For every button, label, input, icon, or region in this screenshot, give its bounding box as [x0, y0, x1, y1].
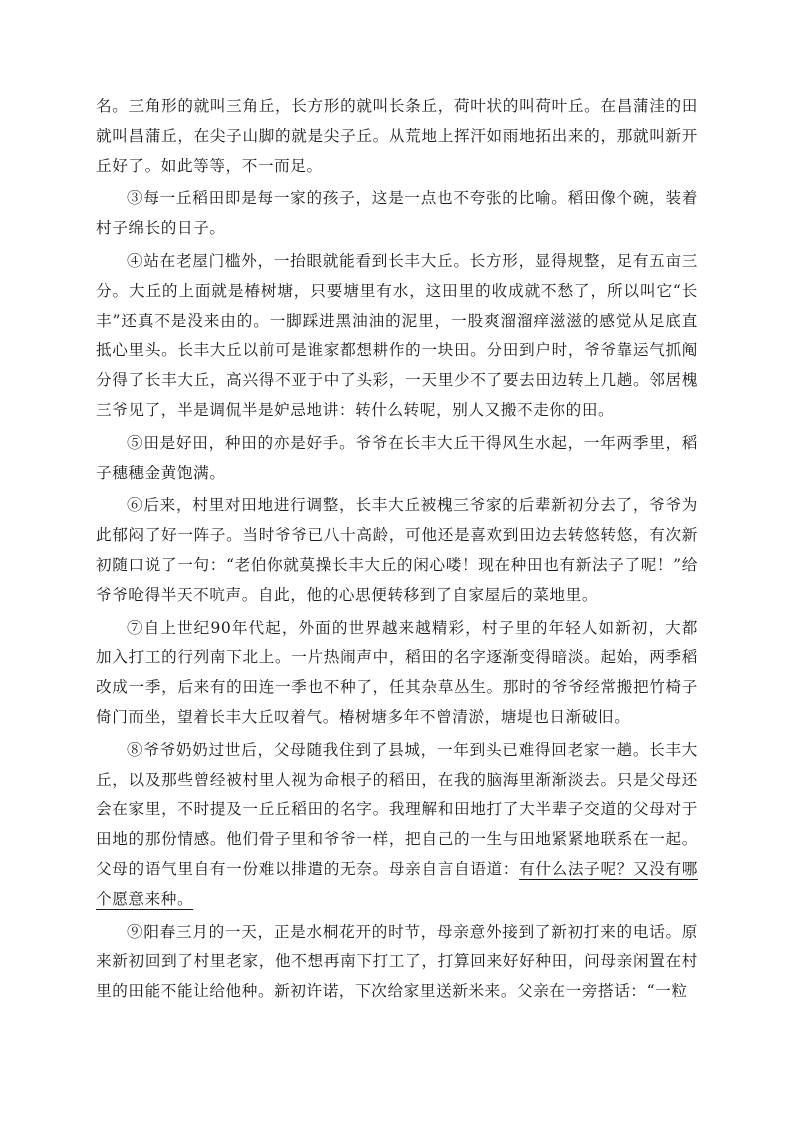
underlined-quote: 有什么法子呢？又没有哪个愿意来种。: [96, 859, 698, 908]
paragraph-7: ⑦自上世纪90年代起，外面的世界越来越精彩，村子里的年轻人如新初，大都加入打工的行列南下北上。一片热闹声中，稻田的名字逐渐变得暗淡。起始，两季稻改成一季，后来有的田连一季也不种了，任其杂草丛生。那时的爷爷经常搬把竹椅子倚门而坐，望着长丰大丘叹着气。椿树塘多年不曾清淤，塘堤也日渐破旧。: [96, 618, 698, 726]
paragraph-5: ⑤田是好田，种田的亦是好手。爷爷在长丰大丘干得风生水起，一年两季里，稻子穗穗金黄饱满。: [96, 433, 698, 482]
paragraph-1-continued: 名。三角形的就叫三角丘，长方形的就叫长条丘，荷叶状的叫荷叶丘。在昌蒲洼的田就叫昌蒲丘，在尖子山脚的就是尖子丘。从荒地上挥汗如雨地拓出来的，那就叫新开丘好了。如此等等，不一而足。: [96, 97, 698, 175]
paragraph-8: [96, 736, 698, 915]
paragraph-6: ⑥后来，村里对田地进行调整，长丰大丘被槐三爷家的后辈新初分去了，爷爷为此郁闷了好一阵子。当时爷爷已八十高龄，可他还是喜欢到田边去转悠转悠，有次新初随口说了一句：“老伯你就莫操长丰大丘的闲心喽！现在种田也有新法子了呢！”给爷爷呛得半天不吭声。自此，他的心思便转移到了自家屋后的菜地里。: [96, 496, 698, 604]
paragraph-4: ④站在老屋门槛外，一抬眼就能看到长丰大丘。长方形，显得规整，足有五亩三分。大丘的上面就是椿树塘，只要塘里有水，这田里的收成就不愁了，所以叫它“长丰”还真不是没来由的。一脚踩进黑油油的泥里，一股爽溜溜痒滋滋的感觉从足底直抵心里头。长丰大丘以前可是谁家都想耕作的一块田。分田到户时，爷爷靠运气抓阄分得了长丰大丘，高兴得不亚于中了头彩，一天里少不了要去田边转上几趟。邻居槐三爷见了，半是调侃半是妒忌地讲：转什么转呢，别人又搬不走你的田。: [96, 251, 698, 419]
paragraph-9: ⑨阳春三月的一天，正是水桐花开的时节，母亲意外接到了新初打来的电话。原来新初回到了村里老家，他不想再南下打工了，打算回来好好种田，问母亲闲置在村里的田能不能让给他种。新初许诺，下次给家里送新米来。父亲在一旁搭话：“一粒: [96, 922, 698, 1001]
paragraph-3: ③每一丘稻田即是每一家的孩子，这是一点也不夸张的比喻。稻田像个碗，装着村子绵长的日子。: [96, 189, 698, 238]
paragraph-8-text: ⑧爷爷奶奶过世后，父母随我住到了县城，一年到头已难得回老家一趟。长丰大丘，以及那些曾经被村里人视为命根子的稻田，在我的脑海里渐渐淡去。只是父母还会在家里，不时提及一丘丘稻田的名字。我理解和田地打了大半辈子交道的父母对于田地的那份情感。他们骨子里和爷爷一样，把自己的一生与田地紧紧地联系在一起。父母的语气里自有一份难以排遣的无奈。母亲自言自语道：: [96, 740, 698, 878]
article-body: [96, 92, 698, 1007]
